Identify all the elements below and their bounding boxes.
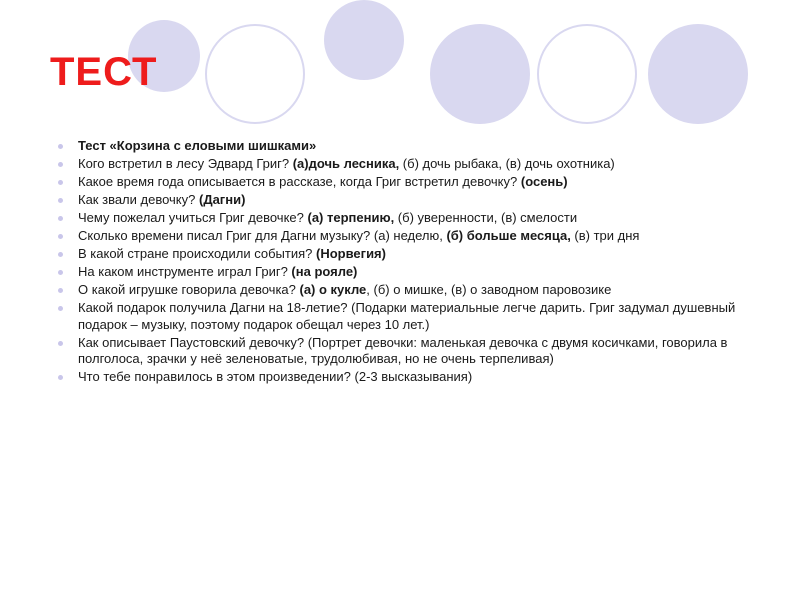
bullet-icon: [58, 162, 63, 167]
list-item: [58, 228, 748, 245]
bullet-icon: [58, 341, 63, 346]
list-item: [58, 174, 748, 191]
bullet-icon: [58, 216, 63, 221]
item-text-bold: (а) терпению,: [307, 210, 395, 225]
slide-title: ТЕСТ: [50, 50, 158, 94]
decorative-circle: [324, 0, 404, 80]
item-text: О какой игрушке говорила девочка?: [78, 282, 300, 297]
item-text: (в) три дня: [570, 228, 640, 243]
list-item: [58, 335, 748, 368]
list-item: [58, 264, 748, 281]
item-text: Сколько времени писал Григ для Дагни музыку? (а) неделю,: [78, 228, 447, 243]
bullet-icon: [58, 144, 63, 149]
question-list: [58, 138, 748, 387]
item-text-bold: (а) о кукле: [299, 282, 367, 297]
list-item: [58, 369, 748, 386]
decorative-circle: [648, 24, 748, 124]
item-text: В какой стране происходили события?: [78, 246, 316, 261]
bullet-icon: [58, 198, 63, 203]
list-item: [58, 300, 748, 333]
item-text-bold: (а)дочь лесника,: [292, 156, 400, 171]
decorative-circle: [537, 24, 637, 124]
decorative-circle: [205, 24, 305, 124]
bullet-icon: [58, 234, 63, 239]
list-item: [58, 282, 748, 299]
item-text: Какой подарок получила Дагни на 18-летие? (Подарки материальные легче дарить. Григ задумал душевный подарок – музыку, поэтому подарок обещал через 10 лет.): [78, 300, 736, 332]
item-text: Чему пожелал учиться Григ девочке?: [78, 210, 308, 225]
item-text-bold: (на рояле): [291, 264, 358, 279]
item-text: Кого встретил в лесу Эдвард Григ?: [78, 156, 293, 171]
bullet-icon: [58, 375, 63, 380]
item-text: Как описывает Паустовский девочку? (Портрет девочки: маленькая девочка с двумя косичками, говорила в полголоса, зрачки у неё зеленоватые, трудолюбивая, но не очень терпеливая): [78, 334, 728, 366]
list-item: [58, 246, 748, 263]
item-text: Какое время года описывается в рассказе, когда Григ встретил девочку?: [78, 174, 521, 189]
decorative-circle: [430, 24, 530, 124]
item-text: , (б) о мишке, (в) о заводном паровозике: [366, 282, 612, 297]
item-text-bold: Тест «Корзина с еловыми шишками»: [78, 138, 317, 153]
item-text-bold: (осень): [520, 174, 568, 189]
bullet-icon: [58, 270, 63, 275]
bullet-icon: [58, 252, 63, 257]
item-text: Что тебе понравилось в этом произведении? (2-3 высказывания): [78, 369, 473, 384]
item-text-bold: (б) больше месяца,: [446, 228, 571, 243]
item-text: Как звали девочку?: [78, 192, 199, 207]
item-text: (б) уверенности, (в) смелости: [394, 210, 578, 225]
bullet-icon: [58, 306, 63, 311]
list-item: [58, 138, 748, 155]
item-text: (б) дочь рыбака, (в) дочь охотника): [399, 156, 615, 171]
item-text-bold: (Дагни): [198, 192, 246, 207]
bullet-icon: [58, 180, 63, 185]
list-item: [58, 210, 748, 227]
list-item: [58, 192, 748, 209]
item-text: На каком инструменте играл Григ?: [78, 264, 292, 279]
bullet-icon: [58, 288, 63, 293]
item-text-bold: (Норвегия): [316, 246, 386, 261]
list-item: [58, 156, 748, 173]
